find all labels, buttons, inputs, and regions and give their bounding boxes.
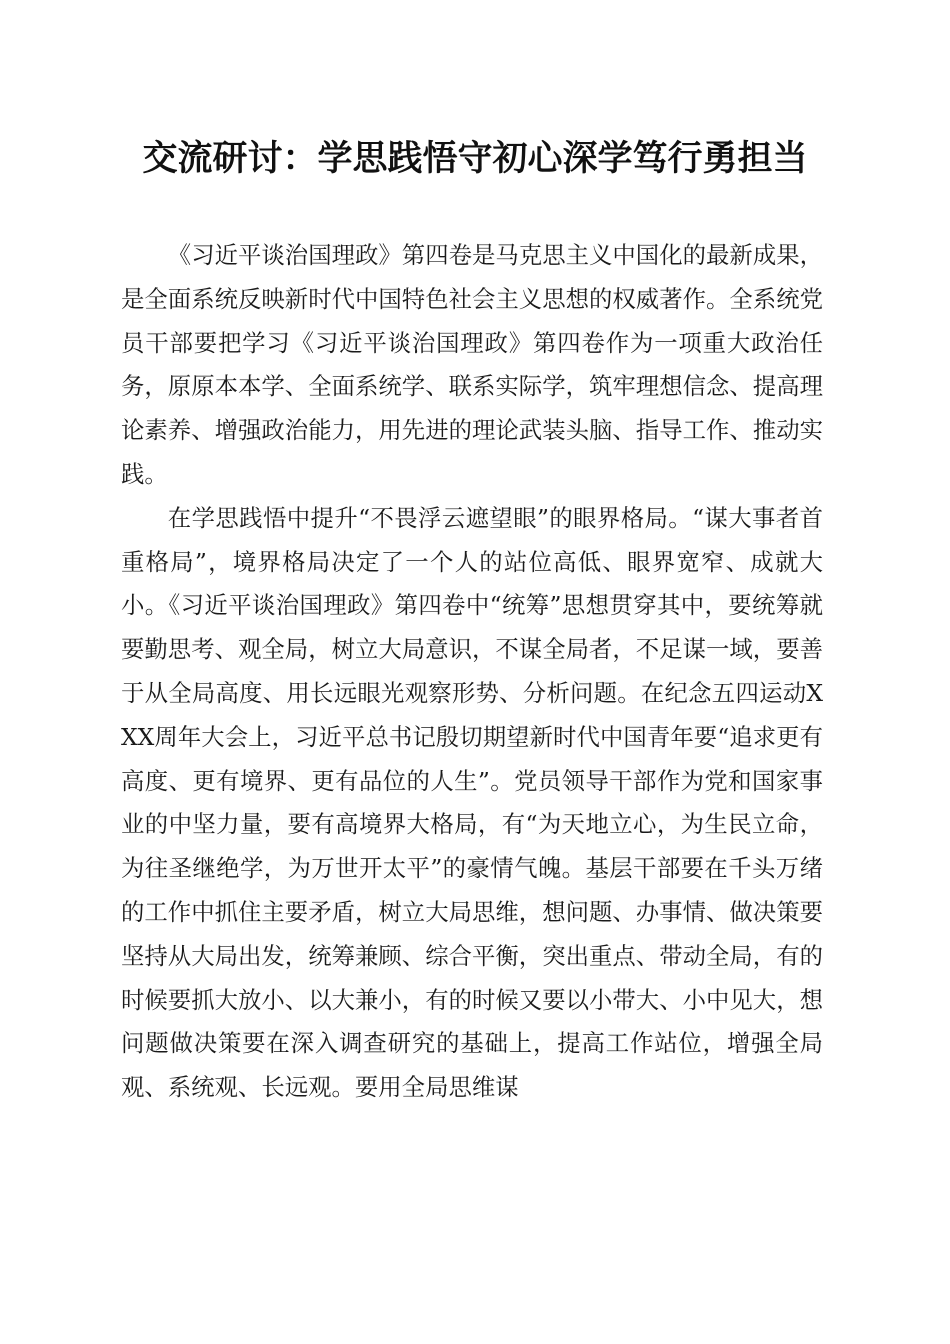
paragraph: 在学思践悟中提升“不畏浮云遮望眼”的眼界格局。“谋大事者首重格局”，境界格局决定了一个人的站位高低、眼界宽窄、成就大小。《习近平谈治国理政》第四卷中“统筹”思想贯穿其中，要统筹就要勤思考、观全局，树立大局意识，不谋全局者，不足谋一域，要善于从全局高度、用长远眼光观察形势、分析问题。在纪念五四运动XXX周年大会上，习近平总书记殷切期望新时代中国青年要“追求更有高度、更有境界、更有品位的人生”。党员领导干部作为党和国家事业的中坚力量，要有高境界大格局，有“为天地立心，为生民立命，为往圣继绝学，为万世开太平”的豪情气魄。基层干部要在千头万绪的工作中抓住主要矛盾，树立大局思维，想问题、办事情、做决策要坚持从大局出发，统筹兼顾、综合平衡，突出重点、带动全局，有的时候要抓大放小、以大兼小，有的时候又要以小带大、小中见大，想问题做决策要在深入调查研究的基础上，提高工作站位，增强全局观、系统观、长远观。要用全局思维谋 xyxy=(121,503,823,1102)
document-body xyxy=(121,234,823,1110)
document-title: 交流研讨：学思践悟守初心深学笃行勇担当 xyxy=(142,138,808,179)
paragraph: 《习近平谈治国理政》第四卷是马克思主义中国化的最新成果，是全面系统反映新时代中国特色社会主义思想的权威著作。全系统党员干部要把学习《习近平谈治国理政》第四卷作为一项重大政治任务，原原本本学、全面系统学、联系实际学，筑牢理想信念、提高理论素养、增强政治能力，用先进的理论武装头脑、指导工作、推动实践。 xyxy=(121,241,823,488)
